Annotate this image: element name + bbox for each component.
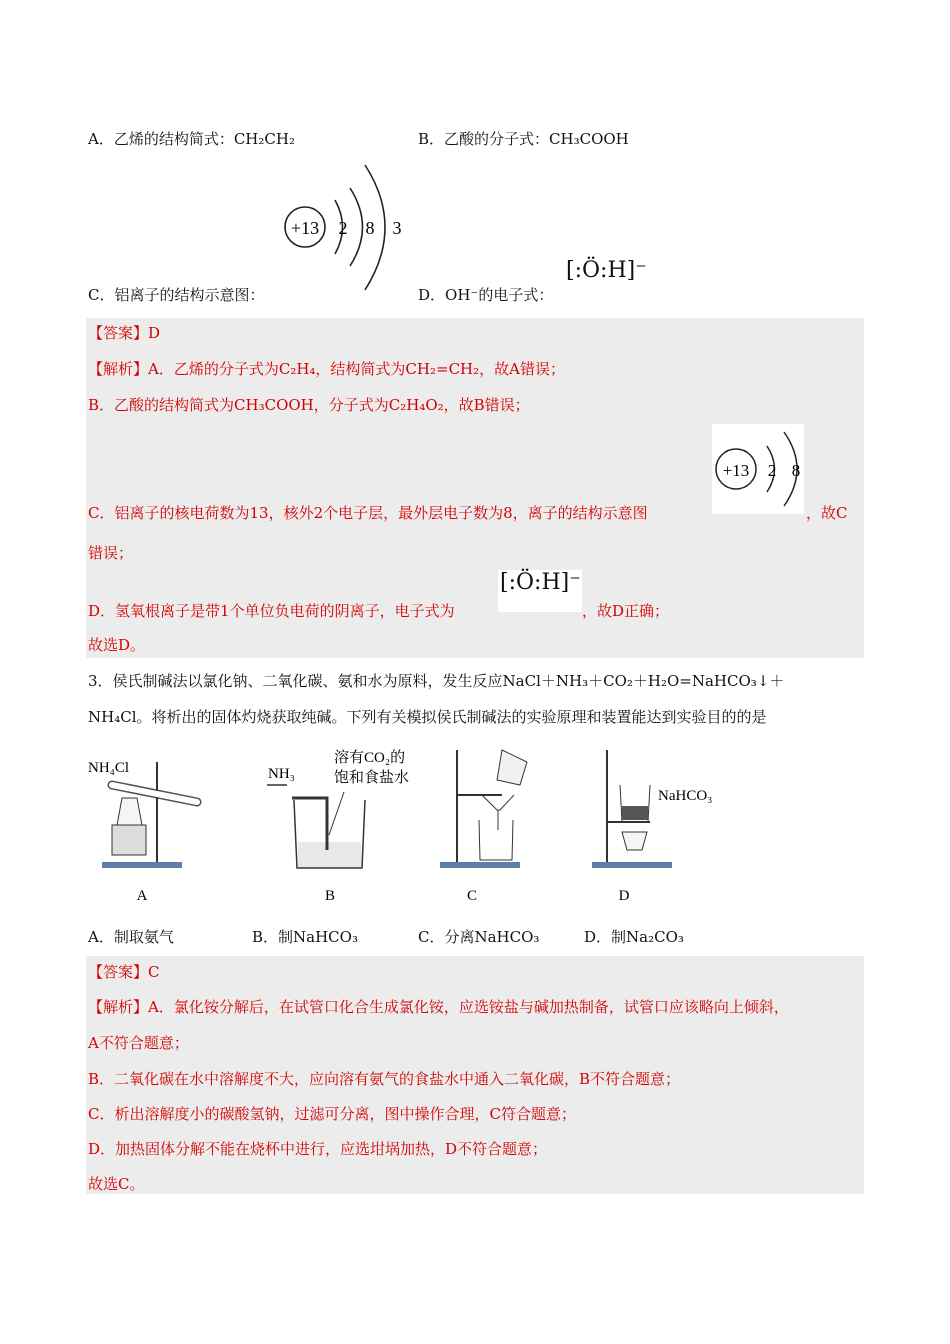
shell-2: 8	[365, 218, 375, 238]
q2-analysis-line-5a: D．氢氧根离子是带1个单位负电荷的阴离子，电子式为	[88, 602, 455, 620]
fig-b-label-nh3: NH₃	[268, 766, 295, 782]
shell-3: 3	[392, 218, 402, 238]
fig-caption-d: D	[618, 888, 630, 904]
fig-a-label: NH₄Cl	[88, 760, 130, 776]
nucleus-label: +13	[290, 218, 320, 238]
q3-analysis-line-1: 【解析】A．氯化铵分解后，在试管口化合生成氯化铵，应选铵盐与碱加热制备，试管口应该略向上倾斜，	[88, 998, 789, 1016]
fig-caption-c: C	[466, 888, 478, 904]
q2-answer: 【答案】D	[88, 324, 161, 342]
q3-analysis-line-5: D．加热固体分解不能在烧杯中进行，应选坩埚加热，D不符合题意；	[88, 1140, 548, 1158]
hydroxide-electron-formula: [:Ö:H]⁻	[566, 258, 647, 283]
shell-1: 2	[338, 218, 348, 238]
q2-analysis-line-3b: ，故C	[806, 504, 848, 522]
q2-option-c: C．铝离子的结构示意图：	[88, 286, 265, 304]
q3-stem-line-2: NH₄Cl。将析出的固体灼烧获取纯碱。下列有关模拟侯氏制碱法的实验原理和装置能达到实验目的的是	[88, 708, 767, 726]
q3-answer: 【答案】C	[88, 963, 160, 981]
svg-text:+13: +13	[722, 461, 750, 480]
q2-analysis-line-2: B．乙酸的结构简式为CH₃COOH，分子式为C₂H₄O₂，故B错误；	[88, 396, 530, 414]
q3-option-d: D．制Na₂CO₃	[584, 928, 684, 946]
q3-apparatus-figure	[82, 740, 742, 910]
aluminum-ion-diagram	[280, 160, 420, 295]
q2-analysis-line-4: 错误；	[88, 544, 134, 562]
q3-option-c: C．分离NaHCO₃	[418, 928, 540, 946]
fig-b-label-brine: 饱和食盐水	[334, 770, 410, 786]
q2-analysis-line-6: 故选D。	[88, 636, 146, 654]
svg-text:8: 8	[791, 461, 801, 480]
fig-d-label: NaHCO₃	[658, 788, 713, 804]
hydroxide-formula-small: [:Ö:H]⁻	[498, 570, 582, 612]
fig-caption-b: B	[324, 888, 336, 904]
q2-analysis-line-3a: C．铝离子的核电荷数为13，核外2个电子层，最外层电子数为8，离子的结构示意图	[88, 504, 648, 522]
svg-text:2: 2	[767, 461, 777, 480]
q3-analysis-line-4: C．析出溶解度小的碳酸氢钠，过滤可分离，图中操作合理，C符合题意；	[88, 1105, 576, 1123]
q2-option-b: B．乙酸的分子式：CH₃COOH	[418, 130, 629, 148]
q2-option-a: A．乙烯的结构简式：CH₂CH₂	[88, 130, 295, 148]
aluminum-ion-diagram-small	[712, 424, 804, 514]
q3-stem-line-1: 3．侯氏制碱法以氯化钠、二氧化碳、氨和水为原料，发生反应NaCl＋NH₃＋CO₂＋H₂O=NaHCO₃↓＋	[88, 672, 785, 690]
q3-option-b: B．制NaHCO₃	[252, 928, 358, 946]
q3-analysis-line-3: B．二氧化碳在水中溶解度不大，应向溶有氨气的食盐水中通入二氧化碳，B不符合题意；	[88, 1070, 681, 1088]
q2-analysis-line-1: 【解析】A．乙烯的分子式为C₂H₄，结构简式为CH₂=CH₂，故A错误；	[88, 360, 565, 378]
q2-analysis-line-5b: ，故D正确；	[582, 602, 670, 620]
q2-option-d: D．OH⁻的电子式：	[418, 286, 554, 304]
q3-analysis-line-2: A不符合题意；	[88, 1034, 189, 1052]
fig-b-label-co2: 溶有CO₂的	[334, 750, 406, 766]
fig-caption-a: A	[136, 888, 148, 904]
q3-analysis-line-6: 故选C。	[88, 1175, 145, 1193]
q3-option-a: A．制取氨气	[88, 928, 174, 946]
